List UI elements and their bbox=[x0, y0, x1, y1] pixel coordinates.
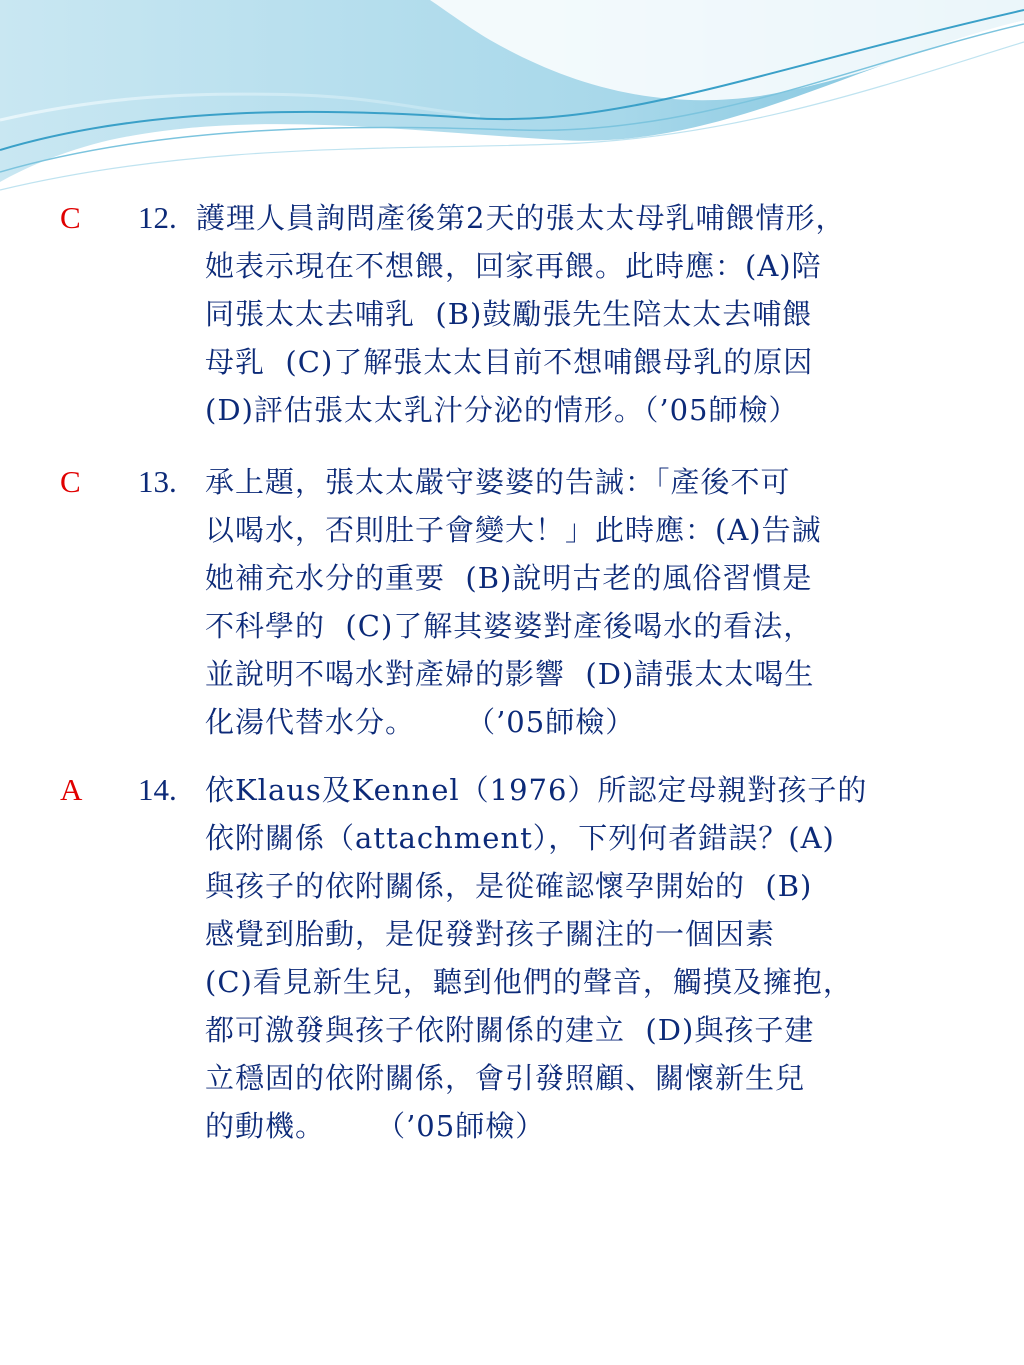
answer-label: C bbox=[60, 200, 81, 235]
question-text-line: 依附關係（attachment），下列何者錯誤？(A) bbox=[205, 821, 835, 855]
question-text-line: 同張太太去哺乳 (B)鼓勵張先生陪太太去哺餵 bbox=[205, 297, 813, 331]
question-text-line: (D)評估張太太乳汁分泌的情形。（’05師檢） bbox=[205, 393, 799, 427]
question-text-line: 的動機。 （’05師檢） bbox=[205, 1109, 546, 1143]
question-text-line: 化湯代替水分。 （’05師檢） bbox=[205, 705, 636, 739]
question-text-line: 並說明不喝水對產婦的影響 (D)請張太太喝生 bbox=[205, 657, 815, 691]
question-text-line: (C)看見新生兒，聽到他們的聲音，觸摸及擁抱， bbox=[205, 965, 853, 999]
question-number: 14. bbox=[138, 772, 177, 807]
question-text-line: 不科學的 (C)了解其婆婆對產後喝水的看法， bbox=[205, 609, 814, 643]
question-text-line: 立穩固的依附關係，會引發照顧、關懷新生兒 bbox=[205, 1061, 806, 1095]
question-text-line: 與孩子的依附關係，是從確認懷孕開始的 (B) bbox=[205, 869, 813, 903]
question-text-line: 都可激發與孩子依附關係的建立 (D)與孩子建 bbox=[205, 1013, 815, 1047]
question-text-line: 護理人員詢問產後第2天的張太太母乳哺餵情形， bbox=[196, 201, 846, 235]
question-text-line: 她補充水分的重要 (B)說明古老的風俗習慣是 bbox=[205, 561, 813, 595]
question-text-line: 承上題，張太太嚴守婆婆的告誡：「產後不可 bbox=[205, 465, 791, 499]
answer-label: C bbox=[60, 464, 81, 499]
question-text-line: 感覺到胎動，是促發對孩子關注的一個因素 bbox=[205, 917, 776, 951]
question-text-line: 依Klaus及Kennel（1976）所認定母親對孩子的 bbox=[205, 773, 868, 807]
question-text-line: 母乳 (C)了解張太太目前不想哺餵母乳的原因 bbox=[205, 345, 814, 379]
question-text-line: 以喝水，否則肚子會變大！」此時應：(A)告誡 bbox=[205, 513, 822, 547]
header-wave-decoration bbox=[0, 0, 1024, 200]
question-text-line: 她表示現在不想餵，回家再餵。此時應：(A)陪 bbox=[205, 249, 822, 283]
question-number: 13. bbox=[138, 464, 177, 499]
question-number: 12. bbox=[138, 200, 177, 235]
answer-label: A bbox=[60, 772, 83, 807]
